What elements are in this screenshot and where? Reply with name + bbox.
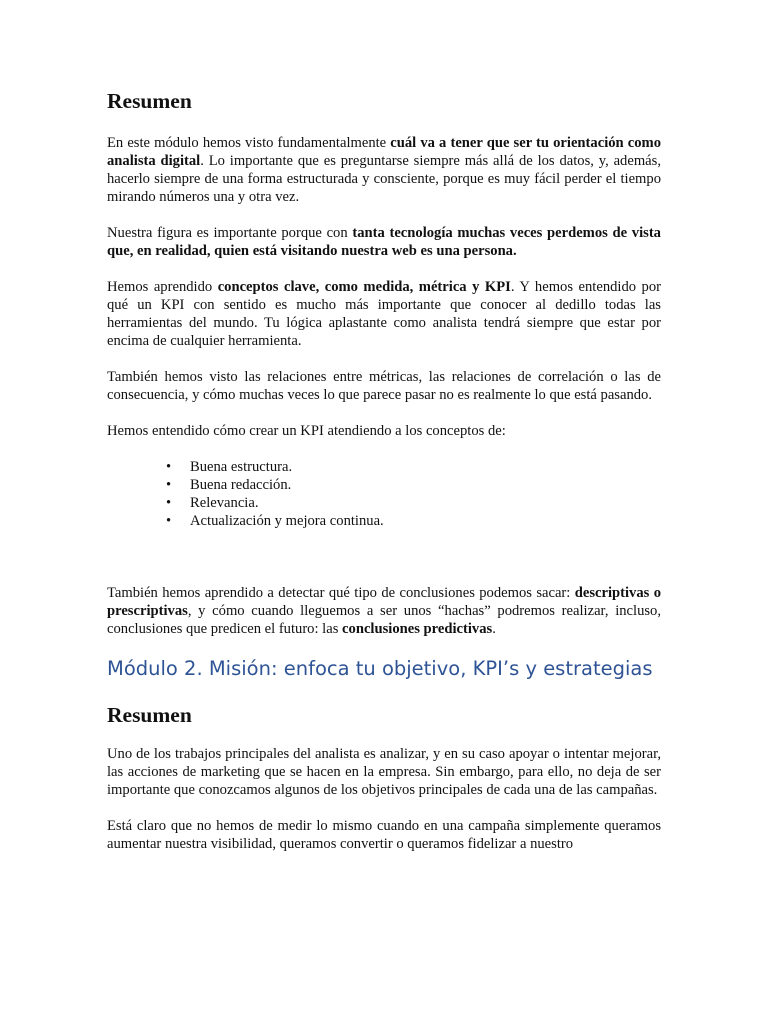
summary-paragraph-metric-relations: También hemos visto las relaciones entre métricas, las relaciones de correlación o las de consecuencia, y cómo muchas veces lo que parece pasar no es realmente lo que está pasando. (107, 369, 661, 403)
module-2-paragraph-measurement: Está claro que no hemos de medir lo mismo cuando en una campaña simplemente queramos aumentar nuestra visibilidad, queramos convertir o queramos fidelizar a nuestro (107, 818, 661, 852)
bold-text-run: cuál va a tener que ser tu orientación como analista digital (107, 135, 661, 169)
list-item: • Actualización y mejora continua. (190, 512, 661, 530)
summary-paragraph-kpi-intro: Hemos entendido cómo crear un KPI atendiendo a los conceptos de: (107, 423, 506, 439)
kpi-concepts-list (107, 458, 661, 530)
bold-text-run: tanta tecnología muchas veces perdemos de vista que, en realidad, quien está visitando nuestra web es una persona. (107, 225, 661, 259)
module-2-paragraph-analyst-role: Uno de los trabajos principales del analista es analizar, y en su caso apoyar o intentar mejorar, las acciones de marketing que se hacen en la empresa. Sin embargo, para ello, no deja de ser importante que conozcamos algunos de los objetivos principales de cada una de las campañas. (107, 746, 661, 798)
text-run: . (492, 621, 496, 637)
section-heading-resumen: Resumen (107, 89, 192, 113)
bold-text-run: conclusiones predictivas (342, 621, 493, 637)
summary-paragraph-conclusions (107, 584, 661, 638)
text-run: , y cómo cuando lleguemos a ser unos “hachas” podremos realizar, incluso, conclusiones que predicen el futuro: las (107, 603, 661, 637)
list-item: • Relevancia. (190, 494, 661, 512)
module-2-title: Módulo 2. Misión: enfoca tu objetivo, KPI’s y estrategias (107, 657, 653, 680)
text-run: También hemos aprendido a detectar qué tipo de conclusiones podemos sacar: (107, 585, 575, 601)
text-run: En este módulo hemos visto fundamentalmente (107, 135, 391, 151)
text-run: . Lo importante que es preguntarse siempre más allá de los datos, y, además, hacerlo siempre de una forma estructurada y consciente, porque es muy fácil perder el tiempo mirando números una y otra vez. (107, 153, 661, 205)
bold-text-run: descriptivas o prescriptivas (107, 585, 661, 619)
summary-paragraph-kpi-concepts (107, 278, 661, 350)
summary-paragraph-person (107, 224, 661, 260)
bold-text-run: conceptos clave, como medida, métrica y KPI (217, 279, 511, 295)
summary-paragraph-orientation (107, 134, 661, 206)
section-heading-resumen: Resumen (107, 703, 192, 727)
list-item: • Buena redacción. (190, 476, 661, 494)
text-run: . Y hemos entendido por qué un KPI con sentido es mucho más importante que conocer al dedillo todas las herramientas del mundo. Tu lógica aplastante como analista tendrá siempre que estar por encima de cualquier herramienta. (107, 279, 661, 349)
text-run: Hemos aprendido (107, 279, 218, 295)
text-run: Nuestra figura es importante porque con (107, 225, 353, 241)
list-item: • Buena estructura. (190, 458, 661, 476)
document-page (107, 88, 661, 871)
